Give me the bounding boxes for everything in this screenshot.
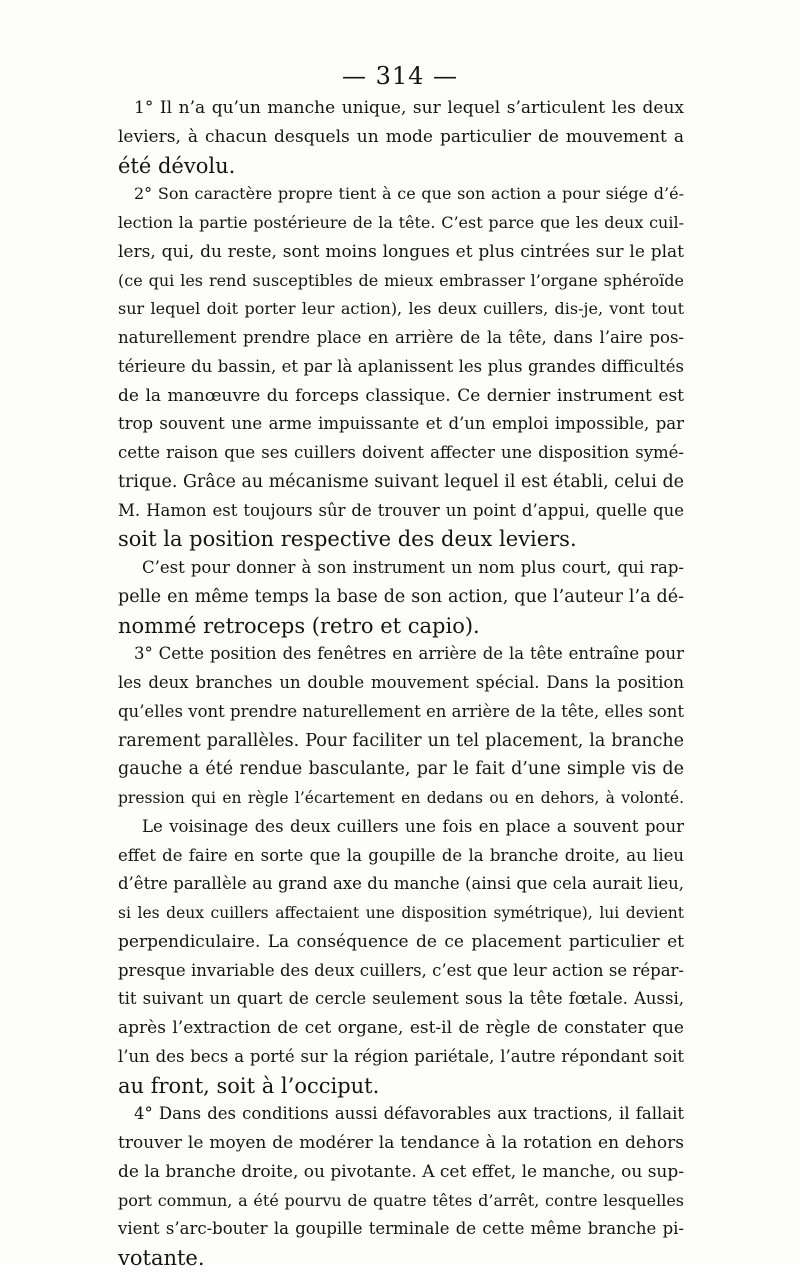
- text-line: 1° Il n’a qu’un manche unique, sur lequel s’articulent les deux: [134, 98, 684, 118]
- text-line: au front, soit à l’occiput.: [118, 1073, 380, 1098]
- text-line: cette raison que ses cuillers doivent affecter une disposition symé-: [118, 443, 684, 462]
- text-line: nommé retroceps (retro et capio).: [118, 613, 480, 638]
- text-line: lers, qui, du reste, sont moins longues et plus cintrées sur le plat: [118, 241, 684, 262]
- text-line: après l’extraction de cet organe, est-il de règle de constater que: [118, 1018, 684, 1038]
- text-line: d’être parallèle au grand axe du manche (ainsi que cela aurait lieu,: [118, 874, 684, 894]
- text-line: de la manœuvre du forceps classique. Ce dernier instrument est: [118, 385, 684, 406]
- text-line: l’un des becs a porté sur la région pariétale, l’autre répondant soit: [118, 1046, 684, 1066]
- text-line: qu’elles vont prendre naturellement en arrière de la tête, elles sont: [118, 701, 684, 721]
- text-line: sur lequel doit porter leur action), les deux cuillers, dis-je, vont tout: [118, 299, 684, 319]
- text-line: trouver le moyen de modérer la tendance à la rotation en dehors: [118, 1133, 684, 1153]
- text-line: térieure du bassin, et par là aplanissent les plus grandes difficultés: [118, 356, 684, 376]
- text-line: les deux branches un double mouvement spécial. Dans la position: [118, 673, 684, 692]
- page-number: — 314 —: [341, 62, 459, 90]
- text-line: tit suivant un quart de cercle seulement sous la tête fœtale. Aussi,: [118, 989, 684, 1009]
- text-line: vient s’arc-bouter la goupille terminale de cette même branche pi-: [118, 1219, 684, 1239]
- text-line: 2° Son caractère propre tient à ce que son action a pour siége d’é-: [134, 184, 684, 204]
- text-line: M. Hamon est toujours sûr de trouver un point d’appui, quelle que: [118, 500, 684, 520]
- text-line: 3° Cette position des fenêtres en arrière de la tête entraîne pour: [134, 644, 684, 664]
- text-line: lection la partie postérieure de la tête. C’est parce que les deux cuil-: [118, 213, 684, 232]
- text-line: (ce qui les rend susceptibles de mieux embrasser l’organe sphéroïde: [118, 270, 684, 290]
- text-line: gauche a été rendue basculante, par le fait d’une simple vis de: [118, 759, 684, 780]
- text-line: rarement parallèles. Pour faciliter un tel placement, la branche: [118, 730, 684, 751]
- text-line: naturellement prendre place en arrière de la tête, dans l’aire pos-: [118, 328, 684, 347]
- text-line: 4° Dans des conditions aussi défavorables aux tractions, il fallait: [134, 1104, 684, 1124]
- text-line: leviers, à chacun desquels un mode particulier de mouvement a: [118, 126, 684, 147]
- text-line: de la branche droite, ou pivotante. A cet effet, le manche, ou sup-: [118, 1161, 684, 1182]
- text-line: C’est pour donner à son instrument un nom plus court, qui rap-: [142, 558, 684, 577]
- text-line: votante.: [118, 1246, 205, 1270]
- text-line: trique. Grâce au mécanisme suivant lequel il est établi, celui de: [118, 471, 685, 492]
- text-line: port commun, a été pourvu de quatre têtes d’arrêt, contre lesquelles: [118, 1190, 684, 1210]
- text-line: trop souvent une arme impuissante et d’un emploi impossible, par: [118, 414, 684, 434]
- body-text: [118, 94, 684, 1273]
- text-line: effet de faire en sorte que la goupille de la branche droite, au lieu: [118, 845, 684, 865]
- text-line: presque invariable des deux cuillers, c’est que leur action se répar-: [118, 960, 684, 980]
- text-line: Le voisinage des deux cuillers une fois en place a souvent pour: [142, 816, 684, 836]
- text-line: pelle en même temps la base de son action, que l’auteur l’a dé-: [118, 586, 684, 607]
- text-line: soit la position respective des deux leviers.: [118, 527, 577, 552]
- text-line: si les deux cuillers affectaient une disposition symétrique), lui devient: [118, 904, 684, 922]
- text-line: perpendiculaire. La conséquence de ce placement particulier et: [118, 931, 684, 952]
- text-line: pression qui en règle l’écartement en dedans ou en dehors, à volonté.: [118, 789, 684, 807]
- text-line: été dévolu.: [118, 153, 236, 178]
